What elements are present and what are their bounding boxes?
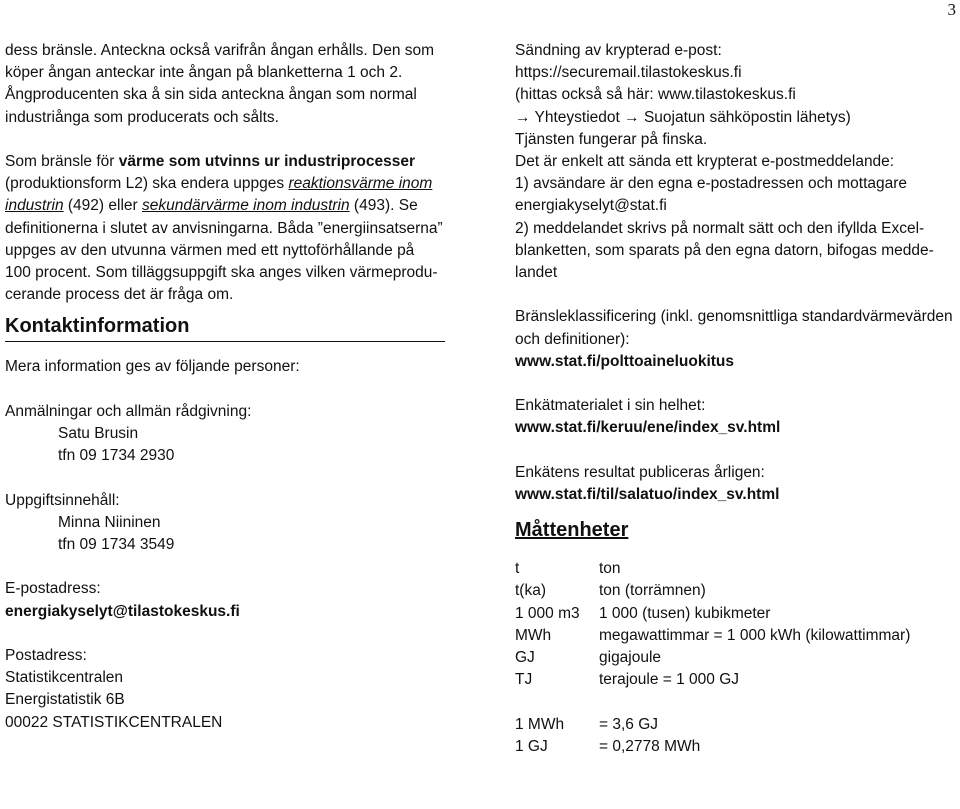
paragraph-industrial-heat bbox=[5, 151, 460, 306]
unit-row bbox=[515, 625, 955, 647]
text-line: Tjänsten fungerar på finska. bbox=[515, 130, 708, 148]
unit-symbol: 1 000 m3 bbox=[515, 604, 580, 622]
text-line: uppges av den utvunna värmen med ett nyttoförhållande på bbox=[5, 241, 415, 259]
text-line: dess bränsle. Anteckna också varifrån ångan erhålls. Den som bbox=[5, 42, 435, 59]
units-table bbox=[515, 558, 955, 691]
email-label: E-postadress: bbox=[5, 580, 101, 598]
page-number: 3 bbox=[947, 0, 956, 19]
text-span: (493). Se bbox=[349, 197, 418, 215]
text-line: → Yhteystiedot → Suojatun sähköpostin lähetys) bbox=[515, 108, 851, 126]
postal-line: Statistikcentralen bbox=[5, 669, 124, 687]
unit-row bbox=[515, 580, 955, 602]
contact-intro: Mera information ges av följande personer: bbox=[5, 358, 300, 376]
text-line: 2) meddelandet skrivs på normalt sätt och den ifyllda Excel- bbox=[515, 219, 925, 237]
unit-description: gigajoule bbox=[599, 649, 662, 667]
contact2-name: Minna Niininen bbox=[58, 513, 161, 531]
text-line: Ångproducenten ska å sin sida anteckna ångan som normal bbox=[5, 86, 417, 104]
conversions-table bbox=[515, 714, 955, 758]
unit-row bbox=[515, 603, 955, 625]
unit-symbol: t(ka) bbox=[515, 582, 546, 600]
text-line: 100 procent. Som tilläggsuppgift ska anges vilken värmeprodu- bbox=[5, 264, 438, 282]
left-column bbox=[5, 40, 460, 734]
results-link[interactable]: www.stat.fi/til/salatuo/index_sv.html bbox=[515, 486, 780, 504]
unit-symbol: t bbox=[515, 560, 520, 578]
contact2-phone: tfn 09 1734 3549 bbox=[58, 536, 175, 554]
unit-row bbox=[515, 669, 955, 691]
text-line: cerande process det är fråga om. bbox=[5, 286, 234, 304]
bold-term: värme som utvinns ur industriprocesser bbox=[118, 153, 416, 170]
conversion-symbol: 1 GJ bbox=[515, 737, 548, 755]
term-secondary-heat: sekundärvärme inom industrin bbox=[142, 197, 350, 215]
unit-row bbox=[515, 647, 955, 669]
results-label: Enkätens resultat publiceras årligen: bbox=[515, 463, 765, 481]
contact2-label: Uppgiftsinnehåll: bbox=[5, 491, 120, 509]
postal-label: Postadress: bbox=[5, 647, 87, 664]
contact1-name: Satu Brusin bbox=[58, 425, 139, 443]
term-reaction-heat: reaktionsvärme inom bbox=[288, 175, 433, 193]
survey-link[interactable]: www.stat.fi/keruu/ene/index_sv.html bbox=[515, 419, 781, 437]
text-line: köper ångan anteckar inte ångan på blanketterna 1 och 2. bbox=[5, 64, 403, 82]
unit-symbol: MWh bbox=[515, 626, 552, 644]
term-reaction-heat-cont: industrin bbox=[5, 197, 64, 215]
survey-label: Enkätmaterialet i sin helhet: bbox=[515, 397, 706, 415]
securemail-link[interactable]: https://securemail.tilastokeskus.fi bbox=[515, 64, 742, 82]
text-line: landet bbox=[515, 264, 558, 282]
text-line: Bränsleklassificering (inkl. genomsnittliga standardvärmevärden bbox=[515, 308, 953, 326]
conversion-symbol: 1 MWh bbox=[515, 715, 565, 733]
text-span: (produktionsform L2) ska endera uppges bbox=[5, 175, 289, 193]
units-heading: Måttenheter bbox=[515, 519, 629, 542]
unit-symbol: GJ bbox=[515, 649, 535, 667]
unit-description: megawattimmar = 1 000 kWh (kilowattimmar) bbox=[599, 626, 911, 644]
conversion-row bbox=[515, 714, 955, 736]
conversion-row bbox=[515, 736, 955, 758]
unit-symbol: TJ bbox=[515, 671, 533, 689]
text-line bbox=[5, 151, 460, 173]
text-line: (hittas också så här: www.tilastokeskus.fi bbox=[515, 86, 796, 104]
text-line: blanketten, som sparats på den egna datorn, bifogas medde- bbox=[515, 241, 934, 259]
text-line: Det är enkelt att sända ett krypterat e-postmeddelande: bbox=[515, 153, 895, 171]
text-line: definitionerna i slutet av anvisningarna. Båda ”energiinsatserna” bbox=[5, 219, 443, 237]
paragraph-steam bbox=[5, 40, 460, 129]
text-line bbox=[5, 195, 460, 217]
text-line: Sändning av krypterad e-post: bbox=[515, 42, 722, 59]
contact-heading: Kontaktinformation bbox=[5, 312, 445, 342]
conversion-value: = 3,6 GJ bbox=[599, 715, 659, 733]
contact1-phone: tfn 09 1734 2930 bbox=[58, 447, 175, 465]
unit-description: ton bbox=[599, 560, 621, 578]
text-line: och definitioner): bbox=[515, 330, 630, 348]
unit-description: 1 000 (tusen) kubikmeter bbox=[599, 604, 771, 622]
unit-description: ton (torrämnen) bbox=[599, 582, 706, 600]
text-span: Som bränsle för bbox=[5, 153, 119, 170]
email-address[interactable]: energiakyselyt@tilastokeskus.fi bbox=[5, 602, 240, 620]
conversion-value: = 0,2778 MWh bbox=[599, 737, 701, 755]
text-line bbox=[5, 173, 460, 195]
encrypted-mail-section bbox=[515, 40, 955, 284]
text-line: 1) avsändare är den egna e-postadressen och mottagare bbox=[515, 175, 908, 193]
contact1-label: Anmälningar och allmän rådgivning: bbox=[5, 402, 252, 420]
recipient-email[interactable]: energiakyselyt@stat.fi bbox=[515, 197, 667, 215]
fuel-classification-link[interactable]: www.stat.fi/polttoaineluokitus bbox=[515, 352, 735, 370]
text-line: industriånga som producerats och sålts. bbox=[5, 108, 279, 126]
unit-description: terajoule = 1 000 GJ bbox=[599, 671, 740, 689]
right-column bbox=[515, 40, 955, 758]
text-span: (492) eller bbox=[63, 197, 142, 215]
postal-line: Energistatistik 6B bbox=[5, 691, 125, 709]
unit-row bbox=[515, 558, 955, 580]
postal-line: 00022 STATISTIKCENTRALEN bbox=[5, 713, 223, 731]
